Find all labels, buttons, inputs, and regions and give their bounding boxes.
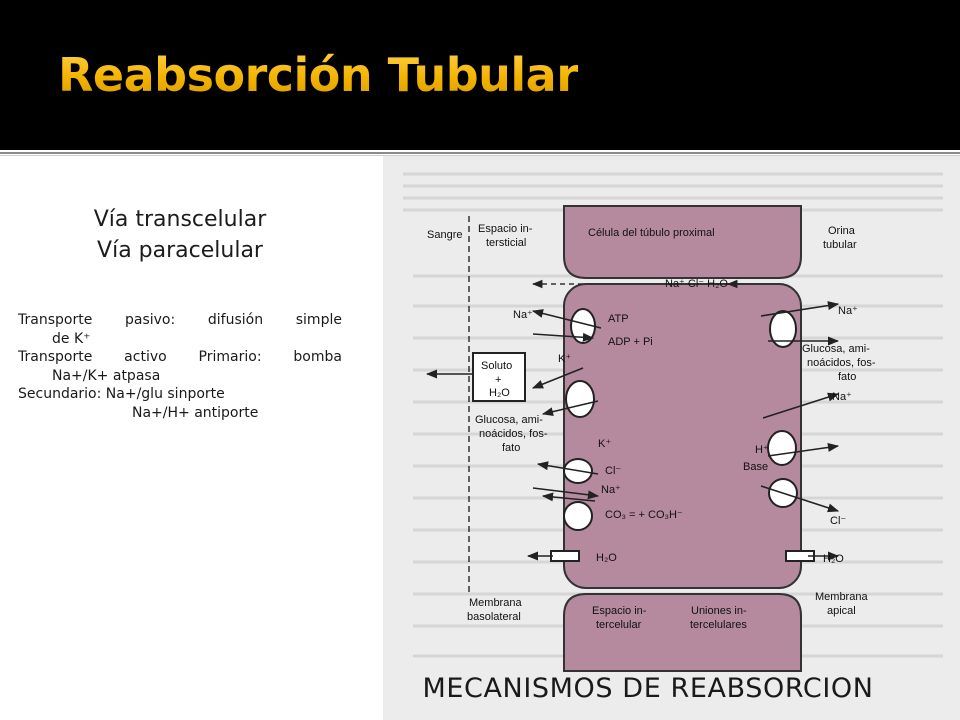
diagram-svg — [383, 156, 960, 720]
label-memb-apical-2: apical — [827, 605, 856, 617]
note-line-1 — [18, 311, 342, 330]
label-gluc-left-1: Glucosa, ami- — [475, 414, 543, 426]
note-word: Transporte — [18, 312, 93, 328]
label-memb-apical-1: Membrana — [815, 591, 868, 603]
label-memb-baso-2: basolateral — [467, 611, 521, 623]
label-h2o-left: H₂O — [596, 552, 617, 564]
label-sangre: Sangre — [427, 229, 463, 241]
label-espacio-int-1: Espacio in- — [478, 223, 533, 235]
label-orina-1: Orina — [828, 225, 855, 237]
label-gluc-right-1: Glucosa, ami- — [802, 343, 870, 355]
label-h-plus: H⁺ — [755, 444, 769, 456]
note-line-4: Na+/K+ atpasa — [52, 367, 161, 384]
label-gluc-left-2: noácidos, fos- — [479, 428, 548, 440]
label-na-low: Na⁺ — [601, 484, 621, 496]
label-celula: Célula del túbulo proximal — [588, 227, 715, 239]
note-word: Transporte — [18, 349, 93, 365]
label-k-mid: K⁺ — [558, 353, 572, 365]
upper-cell — [564, 206, 801, 278]
note-word: simple — [295, 312, 342, 328]
title-divider — [0, 152, 960, 154]
note-line-3 — [18, 348, 342, 367]
label-na-left: Na⁺ — [513, 309, 533, 321]
label-na-right-2: Na⁺ — [832, 391, 852, 403]
label-gluc-right-3: fato — [838, 371, 857, 383]
label-cl-left: Cl⁻ — [605, 465, 622, 477]
reabsorption-diagram — [383, 156, 960, 720]
transport-notes — [18, 311, 342, 422]
title-bar — [0, 0, 960, 150]
label-uniones-1: Uniones in- — [691, 605, 747, 617]
label-top-junction: Na⁺ Cl⁻ H₂O — [665, 278, 728, 290]
note-line-2: de K⁺ — [52, 330, 91, 347]
label-plus: + — [495, 374, 502, 386]
proximal-tubule-cell — [564, 284, 801, 588]
note-line-6: Na+/H+ antiporte — [132, 404, 259, 421]
label-espacio-int-2: tersticial — [486, 237, 527, 249]
note-word: pasivo: — [124, 312, 176, 328]
label-gluc-left-3: fato — [502, 442, 521, 454]
label-k-low: K⁺ — [598, 438, 612, 450]
label-co3: CO₃ = + CO₃H⁻ — [605, 509, 683, 521]
label-gluc-right-2: noácidos, fos- — [807, 357, 876, 369]
route-paracellular: Vía paracelular — [97, 238, 263, 263]
label-soluto: Soluto — [481, 360, 513, 372]
note-word: bomba — [293, 349, 342, 365]
label-base: Base — [743, 461, 769, 473]
label-uniones-2: tercelulares — [690, 619, 747, 631]
note-line-5: Secundario: Na+/glu sinporte — [18, 386, 225, 402]
label-h2o-box: H₂O — [489, 387, 510, 399]
routes-block — [0, 204, 360, 266]
label-esp-inter-1: Espacio in- — [592, 605, 647, 617]
label-atp: ATP — [608, 313, 629, 325]
note-word: difusión — [207, 312, 264, 328]
label-h2o-right: H₂O — [823, 553, 844, 565]
route-transcellular: Vía transcelular — [93, 207, 267, 232]
label-esp-inter-2: tercelular — [596, 619, 642, 631]
label-memb-baso-1: Membrana — [469, 597, 522, 609]
label-orina-2: tubular — [823, 239, 857, 251]
label-na-right-top: Na⁺ — [838, 305, 858, 317]
slide-title: Reabsorción Tubular — [58, 48, 579, 102]
label-cl-right: Cl⁻ — [830, 515, 847, 527]
figure-caption: MECANISMOS DE REABSORCION — [422, 673, 874, 704]
note-word: Primario: — [198, 349, 262, 365]
label-adp: ADP + Pi — [608, 336, 653, 348]
note-word: activo — [124, 349, 167, 365]
